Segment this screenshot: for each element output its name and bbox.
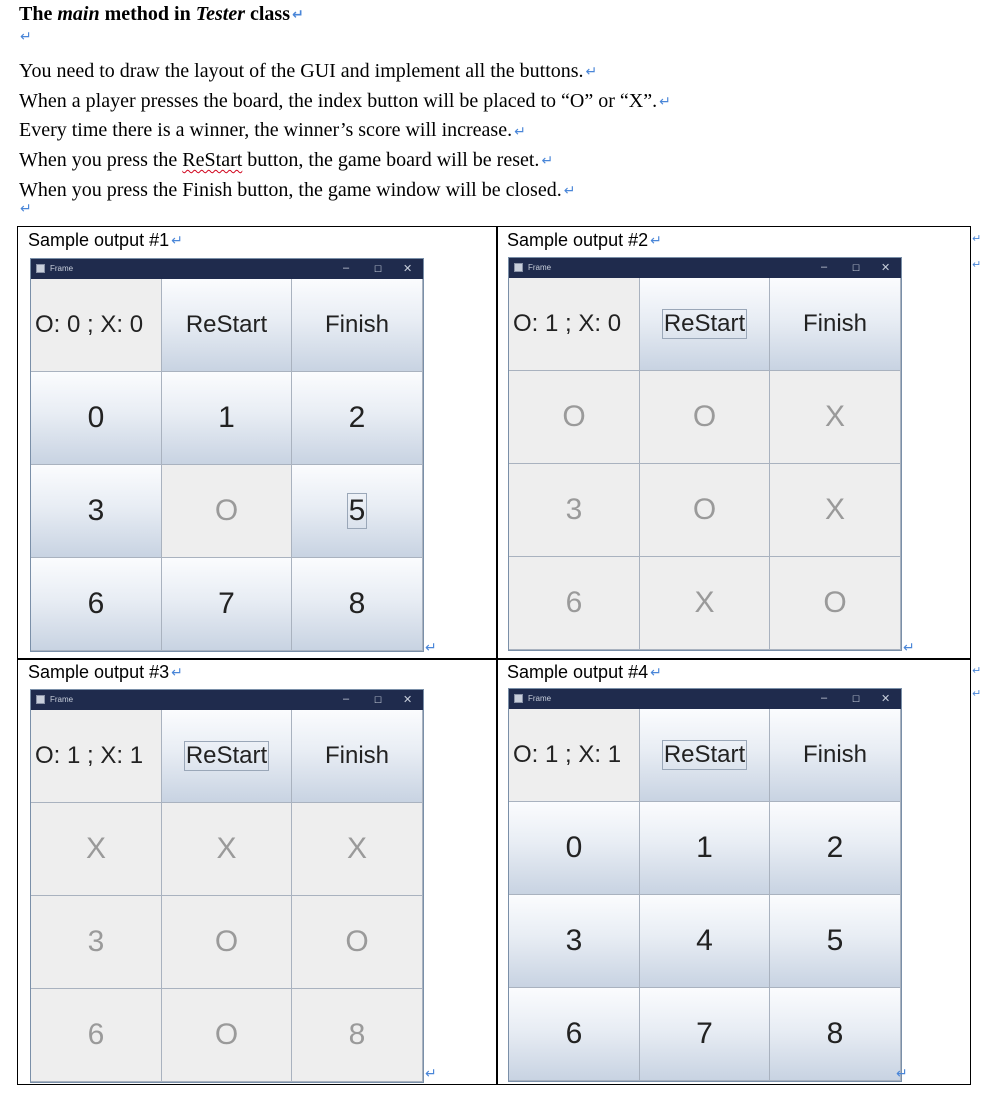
board-cell-0[interactable]: 0 [509, 802, 640, 895]
restart-label: ReStart [663, 310, 746, 337]
instructions [19, 57, 671, 206]
paragraph-mark-icon: ↵ [896, 1066, 908, 1082]
board-cell-4[interactable]: O [640, 464, 770, 557]
instruction-line: You need to draw the layout of the GUI and implement all the buttons. [19, 60, 584, 82]
paragraph-mark-icon: ↵ [425, 640, 437, 656]
board-cell-6[interactable]: 6 [509, 557, 640, 650]
paragraph-mark-icon: ↵ [425, 1066, 437, 1082]
board-cell-0[interactable]: X [31, 803, 162, 896]
maximize-icon[interactable]: ☐ [374, 264, 383, 274]
paragraph-mark-icon: ↵ [585, 64, 598, 81]
window-title: Frame [528, 263, 552, 272]
finish-button[interactable]: Finish [292, 710, 423, 803]
board-cell-4[interactable]: O [162, 465, 292, 558]
java-app-icon [36, 695, 45, 704]
board-cell-3[interactable]: 3 [31, 465, 162, 558]
paragraph-mark-icon: ↵ [972, 232, 982, 245]
board-cell-0[interactable]: 0 [31, 372, 162, 465]
instruction-line: Every time there is a winner, the winner’s score will increase. [19, 119, 513, 142]
paragraph-mark-icon: ↵ [659, 93, 671, 110]
board-cell-2[interactable]: 2 [770, 802, 901, 895]
paragraph-mark-icon: ↵ [20, 29, 32, 46]
score-label: O: 1 ; X: 1 [509, 709, 640, 802]
score-label: O: 1 ; X: 0 [509, 278, 640, 371]
window-title: Frame [50, 695, 74, 704]
paragraph-mark-icon: ↵ [541, 153, 554, 170]
board-cell-6[interactable]: 6 [31, 558, 162, 651]
board-cell-1[interactable]: O [640, 371, 770, 464]
game-window [509, 689, 901, 1081]
paragraph-mark-icon: ↵ [563, 182, 576, 199]
restart-button[interactable] [162, 710, 292, 803]
board-cell-4[interactable]: O [162, 896, 292, 989]
maximize-icon[interactable]: ☐ [374, 695, 383, 705]
minimize-icon[interactable]: – [821, 692, 828, 704]
board-cell-4[interactable]: 4 [640, 895, 770, 988]
restart-button[interactable] [640, 278, 770, 371]
finish-button[interactable]: Finish [770, 278, 901, 371]
paragraph-mark-icon: ↵ [171, 233, 183, 250]
paragraph-mark-icon: ↵ [20, 201, 32, 218]
sample-caption: Sample output #2 ↵ [507, 230, 662, 250]
game-window [31, 259, 423, 651]
paragraph-mark-icon: ↵ [972, 664, 982, 677]
finish-button[interactable]: Finish [770, 709, 901, 802]
board-cell-8[interactable]: O [770, 557, 901, 650]
paragraph-mark-icon: ↵ [903, 640, 915, 656]
instruction-line: button, the game board will be reset. [242, 149, 540, 172]
window-title: Frame [50, 264, 74, 273]
restart-button[interactable] [640, 709, 770, 802]
paragraph-mark-icon: ↵ [972, 258, 982, 271]
close-icon[interactable]: ✕ [403, 694, 413, 706]
minimize-icon[interactable]: – [343, 693, 350, 705]
paragraph-mark-icon: ↵ [171, 665, 183, 682]
close-icon[interactable]: ✕ [403, 263, 413, 275]
board-cell-5[interactable]: 5 [770, 895, 901, 988]
score-label: O: 1 ; X: 1 [31, 710, 162, 803]
window-titlebar [509, 689, 901, 709]
heading-tester-word: Tester [195, 3, 245, 25]
sample-caption: Sample output #3 ↵ [28, 662, 183, 682]
paragraph-mark-icon: ↵ [291, 7, 304, 24]
window-titlebar [31, 259, 423, 279]
window-title: Frame [528, 694, 552, 703]
board-cell-7[interactable]: X [640, 557, 770, 650]
heading-main-word: main [57, 3, 100, 25]
paragraph-mark-icon: ↵ [650, 665, 662, 682]
close-icon[interactable]: ✕ [881, 262, 891, 274]
sample-caption: Sample output #1 ↵ [28, 230, 183, 250]
java-app-icon [514, 263, 523, 272]
java-app-icon [514, 694, 523, 703]
board-cell-3[interactable]: 3 [509, 895, 640, 988]
board-cell-0[interactable]: O [509, 371, 640, 464]
window-titlebar [31, 690, 423, 710]
board-cell-3[interactable]: 3 [31, 896, 162, 989]
board-cell-7[interactable]: 7 [640, 988, 770, 1081]
board-cell-5[interactable] [292, 465, 423, 558]
restart-label: ReStart [185, 742, 268, 769]
board-cell-2[interactable]: X [292, 803, 423, 896]
minimize-icon[interactable]: – [343, 262, 350, 274]
paragraph-mark-icon: ↵ [972, 687, 982, 700]
game-window [31, 690, 423, 1082]
sample-caption: Sample output #4 ↵ [507, 662, 662, 682]
board-cell-6[interactable]: 6 [509, 988, 640, 1081]
java-app-icon [36, 264, 45, 273]
restart-label: ReStart [663, 741, 746, 768]
paragraph-mark-icon: ↵ [650, 233, 662, 250]
finish-button[interactable]: Finish [292, 279, 423, 372]
board-cell-8[interactable]: 8 [770, 988, 901, 1081]
instruction-line: When a player presses the board, the index button will be placed to “O” or “X”. [19, 89, 658, 112]
window-titlebar [509, 258, 901, 278]
restart-button[interactable]: ReStart [162, 279, 292, 372]
heading-text: The [19, 3, 58, 25]
maximize-icon[interactable]: ☐ [852, 263, 861, 273]
board-cell-8[interactable]: 8 [292, 558, 423, 651]
board-cell-7[interactable]: 7 [162, 558, 292, 651]
board-cell-6[interactable]: 6 [31, 989, 162, 1082]
document-heading [19, 3, 304, 26]
score-label: O: 0 ; X: 0 [31, 279, 162, 372]
instruction-line: When you press the [19, 149, 183, 172]
board-cell-8[interactable]: 8 [292, 989, 423, 1082]
board-cell-7[interactable]: O [162, 989, 292, 1082]
minimize-icon[interactable]: – [821, 261, 828, 273]
close-icon[interactable]: ✕ [881, 693, 891, 705]
board-cell-5[interactable]: X [770, 464, 901, 557]
board-cell-2[interactable]: X [770, 371, 901, 464]
maximize-icon[interactable]: ☐ [852, 694, 861, 704]
heading-text: class [244, 3, 290, 25]
board-cell-3[interactable]: 3 [509, 464, 640, 557]
board-cell-1[interactable]: 1 [162, 372, 292, 465]
board-cell-1[interactable]: X [162, 803, 292, 896]
board-cell-2[interactable]: 2 [292, 372, 423, 465]
heading-text: method in [99, 3, 196, 25]
paragraph-mark-icon: ↵ [514, 123, 526, 140]
board-cell-label: 5 [348, 494, 366, 527]
board-cell-1[interactable]: 1 [640, 802, 770, 895]
samples-table [17, 226, 971, 1085]
instruction-line: When you press the Finish button, the game window will be closed. [19, 178, 562, 201]
board-cell-5[interactable]: O [292, 896, 423, 989]
spellcheck-word: ReStart [182, 149, 243, 172]
game-window [509, 258, 901, 650]
